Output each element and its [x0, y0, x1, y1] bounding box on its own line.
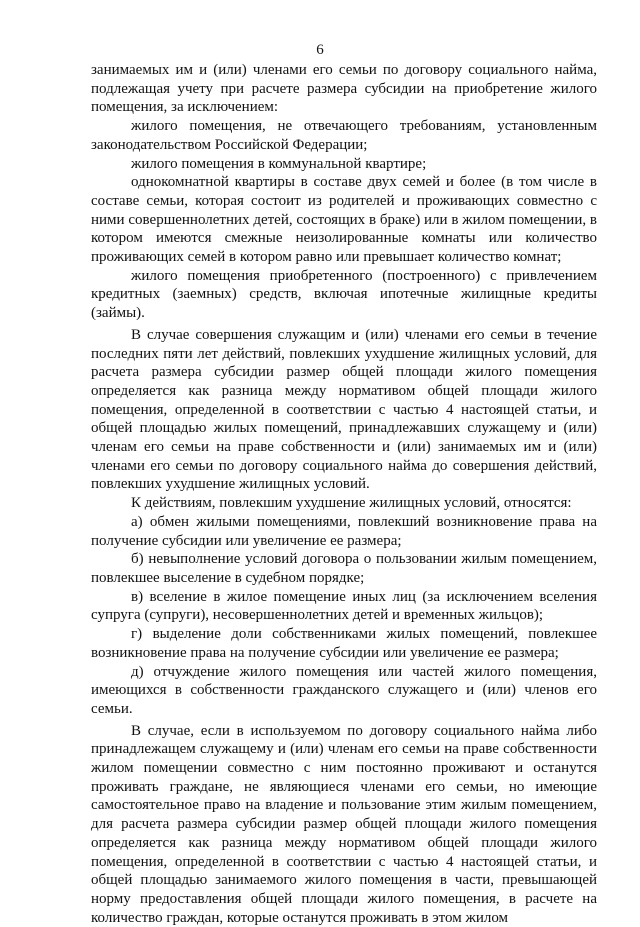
- document-body: [91, 61, 597, 927]
- paragraph-exception-2: жилого помещения в коммунальной квартире;: [131, 155, 427, 172]
- list-item-b: б) невыполнение условий договора о пользовании жилым помещением, повлекшее выселение в судебном порядке;: [91, 551, 597, 586]
- list-item-d: д) отчуждение жилого помещения или частей жилого помещения, имеющихся в собственности гражданского служащего и (или) членов его семьи.: [91, 663, 597, 717]
- page-number: 6: [316, 42, 324, 58]
- list-item-v: в) вселение в жилое помещение иных лиц (за исключением вселения супруга (супруги), несовершеннолетних детей и временных жильцов);: [91, 588, 597, 624]
- paragraph-worsening-conditions: В случае совершения служащим и (или) членами его семьи в течение последних пяти лет действий, повлекших ухудшение жилищных условий, для расчета размера субсидии размер общей площади жилого помещения определяется как разница между нормативом общей площади жилого помещения, определенной в соответствии с частью 4 настоящей статьи, и общей площадью жилых помещений, принадлежавших служащему и (или) членам его семьи на праве собственности и (или) занимаемых им и (или) членами его семьи по договору социального найма до совершения действий, повлекших ухудшение жилищных условий.: [91, 326, 597, 493]
- paragraph-cohabitants: В случае, если в используемом по договору социального найма либо принадлежащем служащему и (или) членам его семьи на праве собственности жилом помещении совместно с ним постоянно проживают и останутся проживать граждане, не являющиеся членами его семьи, но имеющие самостоятельное право на владение и пользование этим жилым помещением, для расчета размера субсидии размер общей площади жилого помещения определяется как разница между нормативом общей площади жилого помещения, определенной в соответствии с частью 4 настоящей статьи, и общей площадью занимаемого жилого помещения в части, превышающей норму предоставления общей площади жилого помещения, в расчете на количество граждан, которые останутся проживать в этом жилом: [91, 722, 597, 926]
- paragraph-exception-3: однокомнатной квартиры в составе двух семей и более (в том числе в составе семьи, которая состоит из родителей и проживающих совместно с ними совершеннолетних детей, состоящих в браке) или в жилом помещении, в котором имеются смежные неизолированные комнаты или количество проживающих семей в котором равно или превышает количество комнат;: [91, 174, 597, 266]
- paragraph-actions-intro: К действиям, повлекшим ухудшение жилищных условий, относятся:: [131, 495, 572, 512]
- paragraph-exception-1: жилого помещения, не отвечающего требованиям, установленным законодательством Российской Федерации;: [91, 118, 597, 153]
- list-item-g: г) выделение доли собственниками жилых помещений, повлекшее возникновение права на получение субсидии или увеличение ее размера;: [91, 626, 597, 661]
- paragraph-continuation: занимаемых им и (или) членами его семьи по договору социального найма, подлежащая учету при расчете размера субсидии на приобретение жилого помещения, за исключением:: [91, 62, 597, 116]
- list-item-a: а) обмен жилыми помещениями, повлекший возникновение права на получение субсидии или увеличение ее размера;: [91, 513, 597, 549]
- paragraph-exception-4: жилого помещения приобретенного (построенного) с привлечением кредитных (заемных) средств, включая ипотечные жилищные кредиты (займы).: [91, 267, 597, 322]
